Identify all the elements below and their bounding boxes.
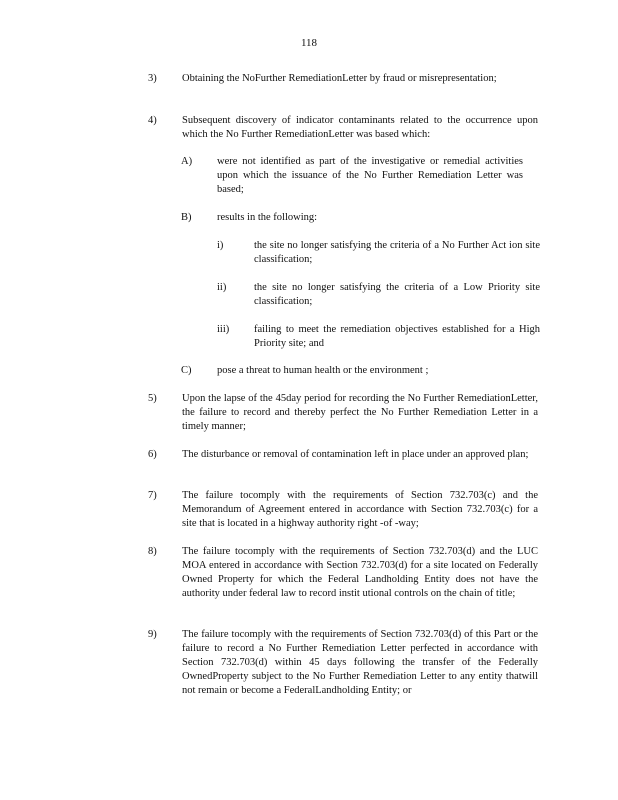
item-label: C) (181, 365, 192, 376)
item-label: 9) (148, 629, 157, 640)
item-label: 8) (148, 546, 157, 557)
item-label: i) (217, 240, 224, 251)
item-text: results in the following: (217, 212, 318, 223)
item-text: Obtaining the NoFurther RemediationLetter by fraud or misrepresentation; (182, 73, 497, 84)
item-label: iii) (217, 324, 230, 335)
item-label: A) (181, 156, 193, 167)
item-text: The disturbance or removal of contamination left in place under an approved plan; (182, 449, 529, 460)
item-label: ii) (217, 282, 227, 293)
item-label: 5) (148, 393, 157, 404)
item-label: B) (181, 212, 192, 223)
item-text: Upon the lapse of the 45day period for recording the No Further RemediationLetter, the failure to record and thereby perfect the No Further Remediation Letter in a timely manner; (182, 393, 538, 432)
item-text: the site no longer satisfying the criteria of a Low Priority site classification; (254, 282, 540, 307)
item-text: The failure tocomply with the requirements of Section 732.703(d) and the LUC MOA entered in accordance with Section 732.703(d) for a site located on Federally Owned Property for which the Federal Landholding Entity does not have the authority under federal law to record instit utional controls on the chain of title; (182, 546, 538, 599)
item-text: pose a threat to human health or the environment ; (217, 365, 429, 376)
item-text: The failure tocomply with the requirements of Section 732.703(d) of this Part or the failure to record a No Further Remediation Letter perfected in accordance with Section 732.703(d) within 45 days following the transfer of the Federally OwnedProperty subject to the No Further Remediation Letter to any entity thatwill not remain or become a FederalLandholding Entity; or (182, 629, 538, 696)
item-text: were not identified as part of the investigative or remedial activities upon which the issuance of the No Further Remediation Letter was based; (217, 156, 523, 195)
item-text: Subsequent discovery of indicator contaminants related to the occurrence upon which the No Further RemediationLetter was based which: (182, 115, 538, 140)
page-number: 118 (300, 37, 318, 49)
item-text: the site no longer satisfying the criteria of a No Further Act ion site classification; (254, 240, 540, 265)
item-label: 4) (148, 115, 157, 126)
item-label: 7) (148, 490, 157, 501)
item-label: 6) (148, 449, 157, 460)
item-text: failing to meet the remediation objectives established for a High Priority site; and (254, 324, 540, 349)
item-label: 3) (148, 73, 157, 84)
item-text: The failure tocomply with the requirements of Section 732.703(c) and the Memorandum of Agreement entered in accordance with Section 732.703(c) for a site that is located in a highway authority right -of -way; (182, 490, 538, 529)
